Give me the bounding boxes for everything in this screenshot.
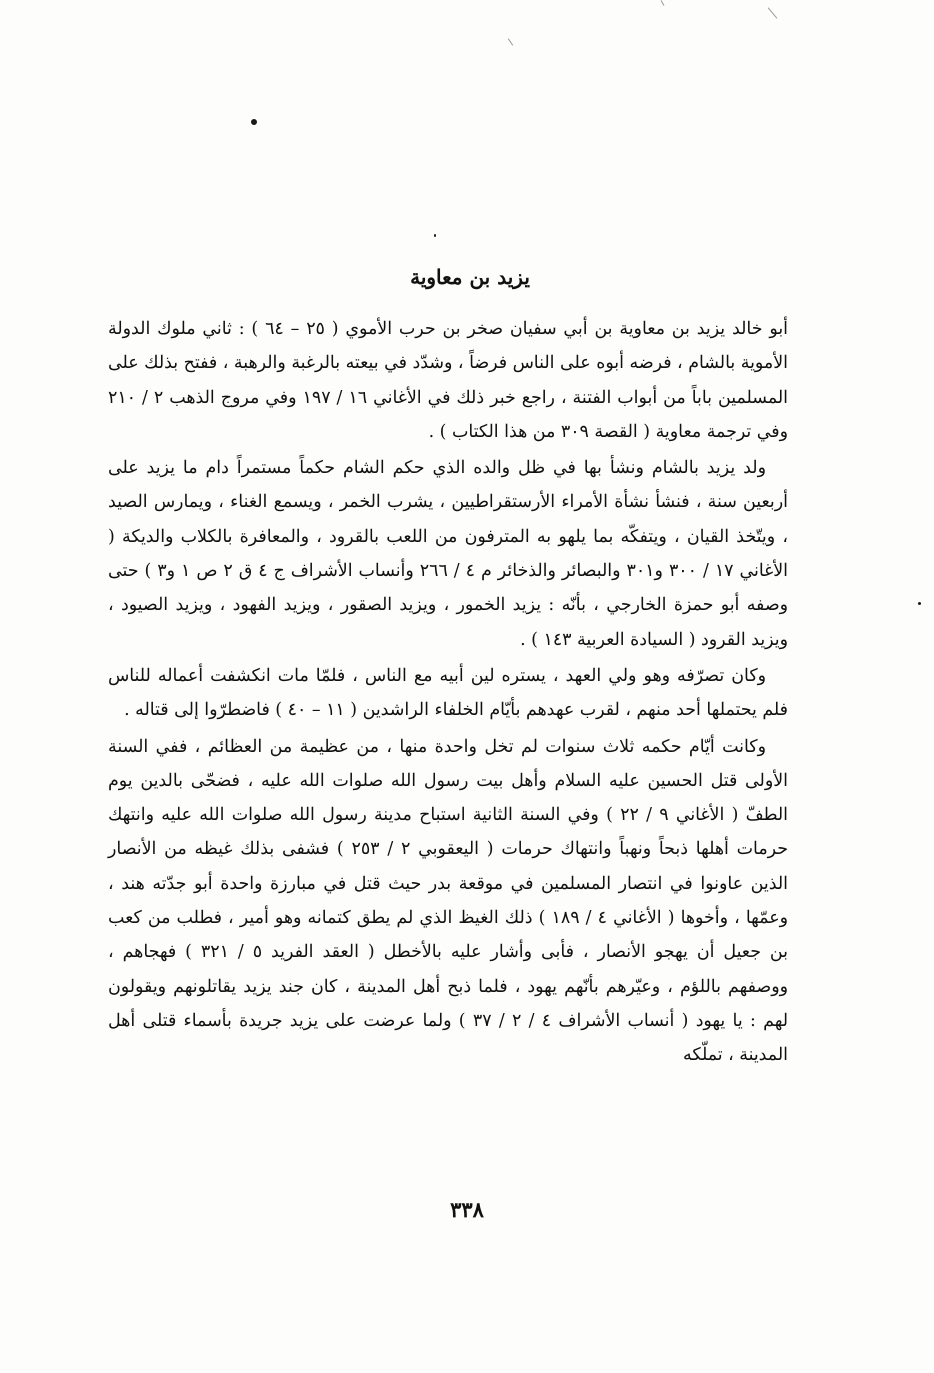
scan-mark bbox=[661, 0, 665, 6]
body-text bbox=[108, 312, 788, 1075]
scan-mark bbox=[768, 7, 778, 18]
page-number: ٣٣٨ bbox=[450, 1197, 484, 1222]
ink-speck bbox=[918, 602, 921, 605]
paragraph: وكان تصرّفه وهو ولي العهد ، يستره لين أبيه مع الناس ، فلمّا مات انكشفت أعماله للناس فلم يحتملها أحد منهم ، لقرب عهدهم بأيّام الخلفاء الراشدين ( ١١ – ٤٠ ) فاضطرّوا إلى قتاله . bbox=[108, 665, 788, 721]
paragraph: أبو خالد يزيد بن معاوية بن أبي سفيان صخر بن حرب الأموي ( ٢٥ – ٦٤ ) : ثاني ملوك الدولة الأموية بالشام ، فرضه أبوه على الناس فرضاً ، وشدّد في بيعته بالرغبة والرهبة ، ففتح بذلك على المسلمين باباً من أبواب الفتنة ، راجع خبر ذلك في الأغاني ١٦ / ١٩٧ وفي مروج الذهب ٢ / ٢١٠ وفي ترجمة معاوية ( القصة ٣٠٩ من هذا الكتاب ) . bbox=[108, 319, 789, 442]
scan-mark bbox=[508, 38, 513, 45]
paragraph: ولد يزيد بالشام ونشأ بها في ظل والده الذي حكم الشام حكماً مستمراً دام ما يزيد على أربعين سنة ، فنشأ نشأة الأمراء الأرستقراطيين ، يشرب الخمر ، ويسمع الغناء ، ويمارس الصيد ، ويتّخذ القيان ، ويتفكّه بما يلهو به المترفون من اللعب بالقرود ، والمعافرة بالكلاب والديكة ( الأغاني ١٧ / ٣٠٠ و٣٠١ والبصائر والذخائر م ٤ / ٢٦٦ وأنساب الأشراف ج ٤ ق ٢ ص ١ و٣ ) حتى وصفه أبو حمزة الخارجي ، بأنّه : يزيد الخمور ، ويزيد الصقور ، ويزيد الفهود ، ويزيد الصيود ، ويزيد القرود ( السيادة العربية ١٤٣ ) . bbox=[108, 458, 788, 650]
ink-speck bbox=[434, 234, 436, 237]
paragraph: وكانت أيّام حكمه ثلاث سنوات لم تخل واحدة منها ، من عظيمة من العظائم ، ففي السنة الأولى قتل الحسين عليه السلام وأهل بيت رسول الله صلوات الله عليه ، فضحّى بالدين يوم الطفّ ( الأغاني ٩ / ٢٢ ) وفي السنة الثانية استباح مدينة رسول الله صلوات الله عليه وانتهك حرمات أهلها ذبحاً ونهباً وانتهاك حرمات ( اليعقوبي ٢ / ٢٥٣ ) فشفى بذلك غيظه من الأنصار الذين عاونوا في انتصار المسلمين في موقعة بدر حيث قتل في مبارزة واحدة أبو جدّته هند ، وعمّها ، وأخوها ( الأغاني ٤ / ١٨٩ ) ذلك الغيظ الذي لم يطق كتمانه وهو أمير ، فطلب من كعب بن جعيل أن يهجو الأنصار ، فأبى وأشار عليه بالأخطل ( العقد الفريد ٥ / ٣٢١ ) فهجاهم ، ووصفهم باللؤم ، وعيّرهم بأنّهم يهود ، فلما ذبح أهل المدينة ، كان جند يزيد يقاتلونهم ويقولون لهم : يا يهود ( أنساب الأشراف ٤ / ٢ / ٣٧ ) ولما عرضت على يزيد جريدة بأسماء قتلى أهل المدينة ، تملّكه bbox=[108, 736, 789, 1066]
ink-speck bbox=[251, 119, 257, 125]
chapter-title: يزيد بن معاوية bbox=[410, 265, 530, 289]
